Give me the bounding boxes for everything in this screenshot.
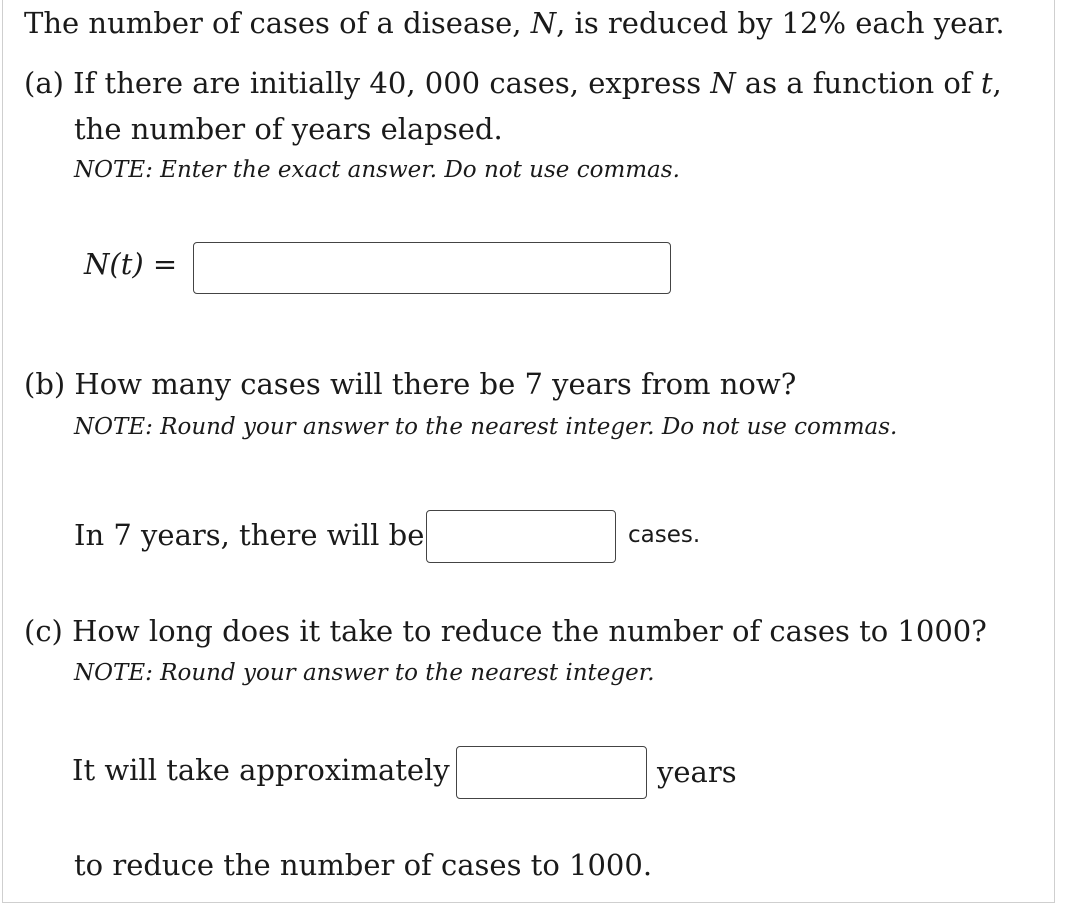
- part-b-question: (b) How many cases will there be 7 years from now?: [24, 367, 797, 401]
- part-b-note: NOTE: Round your answer to the nearest integer. Do not use commas.: [74, 414, 898, 440]
- part-c-prefix: It will take approximately: [72, 753, 450, 787]
- part-a-question: (a) If there are initially 40, 000 cases, express N as a function of t,: [24, 66, 1002, 100]
- part-a-question-line2: the number of years elapsed.: [74, 112, 503, 146]
- part-a-note: NOTE: Enter the exact answer. Do not use commas.: [74, 157, 680, 183]
- part-a-label: (a): [24, 66, 64, 100]
- part-c-answer-input[interactable]: [456, 746, 647, 799]
- part-b-label: (b): [24, 367, 66, 401]
- part-b-answer-input[interactable]: [426, 510, 616, 563]
- part-a-answer-input[interactable]: [193, 242, 671, 294]
- problem-intro: The number of cases of a disease, N, is reduced by 12% each year.: [24, 6, 1005, 40]
- part-b-prefix: In 7 years, there will be: [74, 518, 425, 552]
- part-c-note: NOTE: Round your answer to the nearest integer.: [74, 660, 655, 686]
- part-b-suffix: cases.: [628, 522, 701, 548]
- part-c-trailing-text: to reduce the number of cases to 1000.: [74, 848, 653, 882]
- part-c-question: (c) How long does it take to reduce the number of cases to 1000?: [24, 614, 987, 648]
- part-c-suffix: years: [657, 755, 737, 789]
- part-a-lhs: N(t) =: [84, 247, 178, 281]
- part-c-label: (c): [24, 614, 63, 648]
